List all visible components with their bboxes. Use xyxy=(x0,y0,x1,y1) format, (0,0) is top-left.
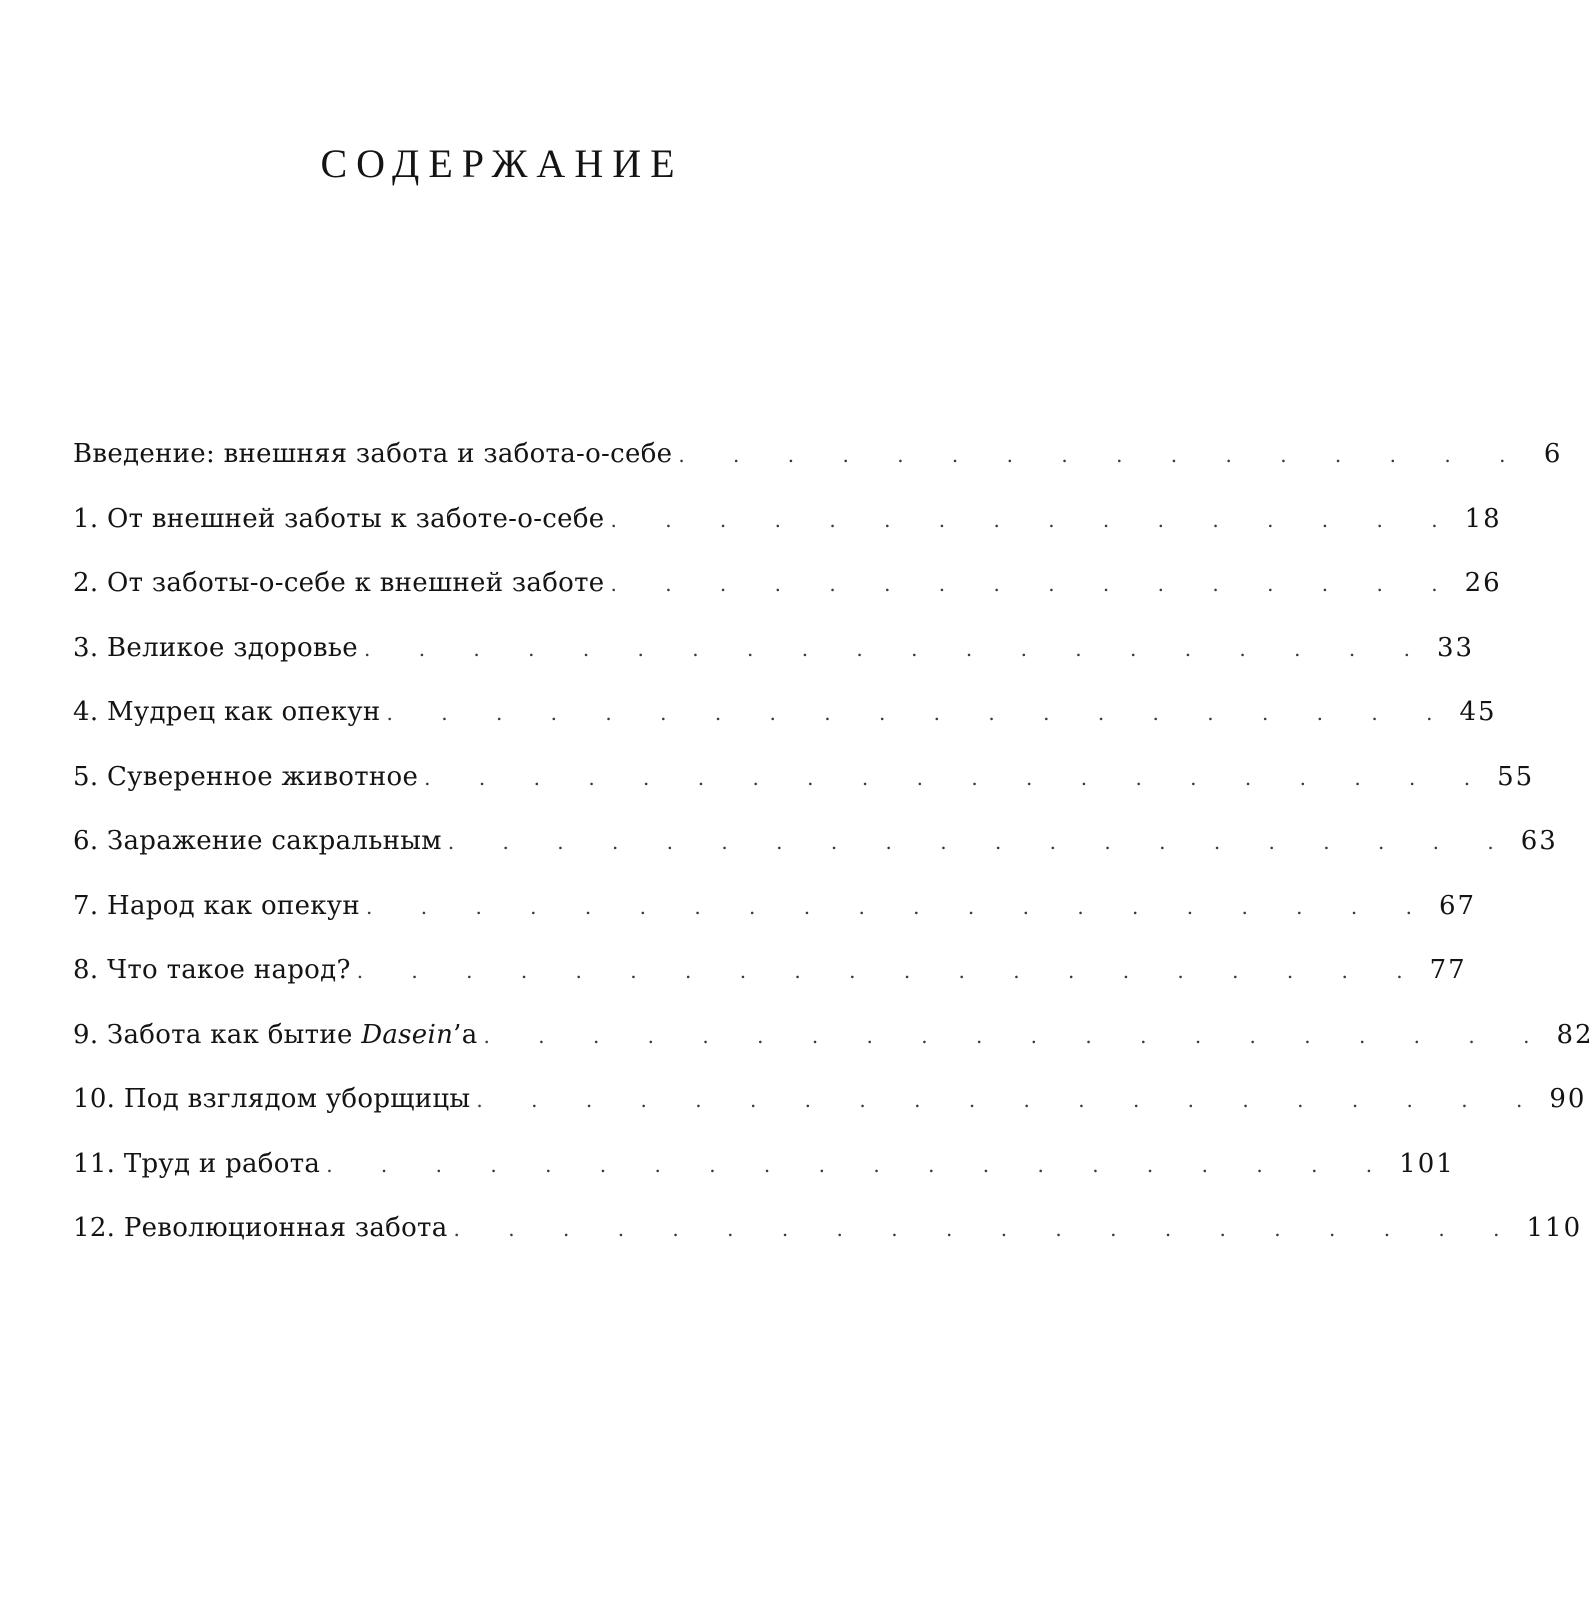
toc-entry-label: 7. Народ как опекун xyxy=(73,890,361,921)
toc-entry-1 xyxy=(73,503,1502,568)
toc-entry-label: 2. От заботы-о-себе к внешней заботе xyxy=(73,568,605,598)
toc-entry-page: 55 xyxy=(1497,761,1535,792)
toc-leader-dots: . . . . . . . . . . . . . . . . . . . . xyxy=(356,959,1424,983)
toc-entry-label: Введение: внешняя забота и забота-о-себе xyxy=(73,439,673,469)
toc-leader-dots: . . . . . . . . . . . . . . . . . . . . xyxy=(447,830,1515,854)
toc-entry-page: 33 xyxy=(1436,632,1475,663)
toc-leader-dots: . . . . . . . . . . . . . . . . . . . . xyxy=(483,1023,1551,1048)
toc-entry-label: 6. Заражение сакральным xyxy=(73,826,442,856)
toc-entry-page: 90 xyxy=(1549,1084,1587,1114)
toc-entry-7 xyxy=(73,890,1477,955)
toc-entry-page: 63 xyxy=(1520,826,1558,856)
toc-entry-label: 12. Революционная забота xyxy=(73,1213,448,1243)
toc-entry-page: 82 xyxy=(1556,1019,1594,1050)
toc-entry-6 xyxy=(73,825,1558,890)
toc-entry-5 xyxy=(73,761,1535,826)
toc-entry-2 xyxy=(73,567,1502,632)
toc-entry-intro xyxy=(73,438,1563,503)
toc-entry-page: 77 xyxy=(1429,955,1467,985)
toc-leader-dots: . . . . . . . . . . . . . . . . . . . . xyxy=(453,1217,1521,1241)
toc-leader-dots: . . . . . . . . . . . . . . . . . . . . xyxy=(366,894,1433,919)
toc-leader-dots: . . . . . . . . . . . . . . . . . . . . xyxy=(326,1152,1394,1177)
toc-entry-page: 67 xyxy=(1438,890,1477,921)
page-title: СОДЕРЖАНИЕ xyxy=(320,141,684,186)
toc-leader-dots: . . . . . . . . . . . . . . . . . . . . xyxy=(476,1088,1544,1112)
toc-entry-label: 8. Что такое народ? xyxy=(73,955,351,985)
toc-entry-3 xyxy=(73,632,1475,697)
toc-leader-dots: . . . . . . . . . . . . . . . . . . . . xyxy=(363,636,1431,661)
toc-entry-12 xyxy=(73,1212,1583,1277)
toc-entry-page: 26 xyxy=(1464,568,1502,598)
toc-entry-label-prefix: 9. Забота как бытие xyxy=(73,1019,362,1050)
toc-entry-8 xyxy=(73,954,1467,1019)
toc-entry-label: 3. Великое здоровье xyxy=(73,632,358,663)
toc-entry-11 xyxy=(73,1148,1455,1213)
toc-leader-dots: . . . . . . . . . . . . . . . . xyxy=(610,507,1459,532)
toc-entry-label: 11. Труд и работа xyxy=(73,1148,321,1179)
toc-entry-label: 4. Мудрец как опекун xyxy=(73,697,381,727)
toc-entry-page: 110 xyxy=(1526,1213,1583,1243)
toc-entry-9 xyxy=(73,1019,1594,1084)
toc-leader-dots: . . . . . . . . . . . . . . . . xyxy=(678,443,1527,467)
toc-entry-label-italic: Dasein xyxy=(361,1019,454,1050)
toc-entry-4 xyxy=(73,696,1497,761)
toc-entry-10 xyxy=(73,1083,1587,1148)
toc-entry-label: 5. Суверенное животное xyxy=(73,761,419,792)
toc-entry-page: 6 xyxy=(1543,439,1563,469)
toc-entry-label: 10. Под взглядом уборщицы xyxy=(73,1084,471,1114)
toc-entry-page: 45 xyxy=(1459,697,1497,727)
table-of-contents xyxy=(73,438,1594,1277)
toc-leader-dots: . . . . . . . . . . . . . . . . xyxy=(610,572,1459,596)
toc-entry-label: 1. От внешней заботы к заботе-о-себе xyxy=(73,503,605,534)
toc-entry-page: 101 xyxy=(1399,1148,1455,1179)
toc-leader-dots: . . . . . . . . . . . . . . . . . . . . xyxy=(424,765,1492,790)
toc-entry-label-suffix: ’а xyxy=(453,1019,478,1050)
toc-leader-dots: . . . . . . . . . . . . . . . . . . . . xyxy=(386,701,1454,725)
toc-entry-label xyxy=(73,1019,478,1051)
toc-entry-page: 18 xyxy=(1464,503,1502,534)
